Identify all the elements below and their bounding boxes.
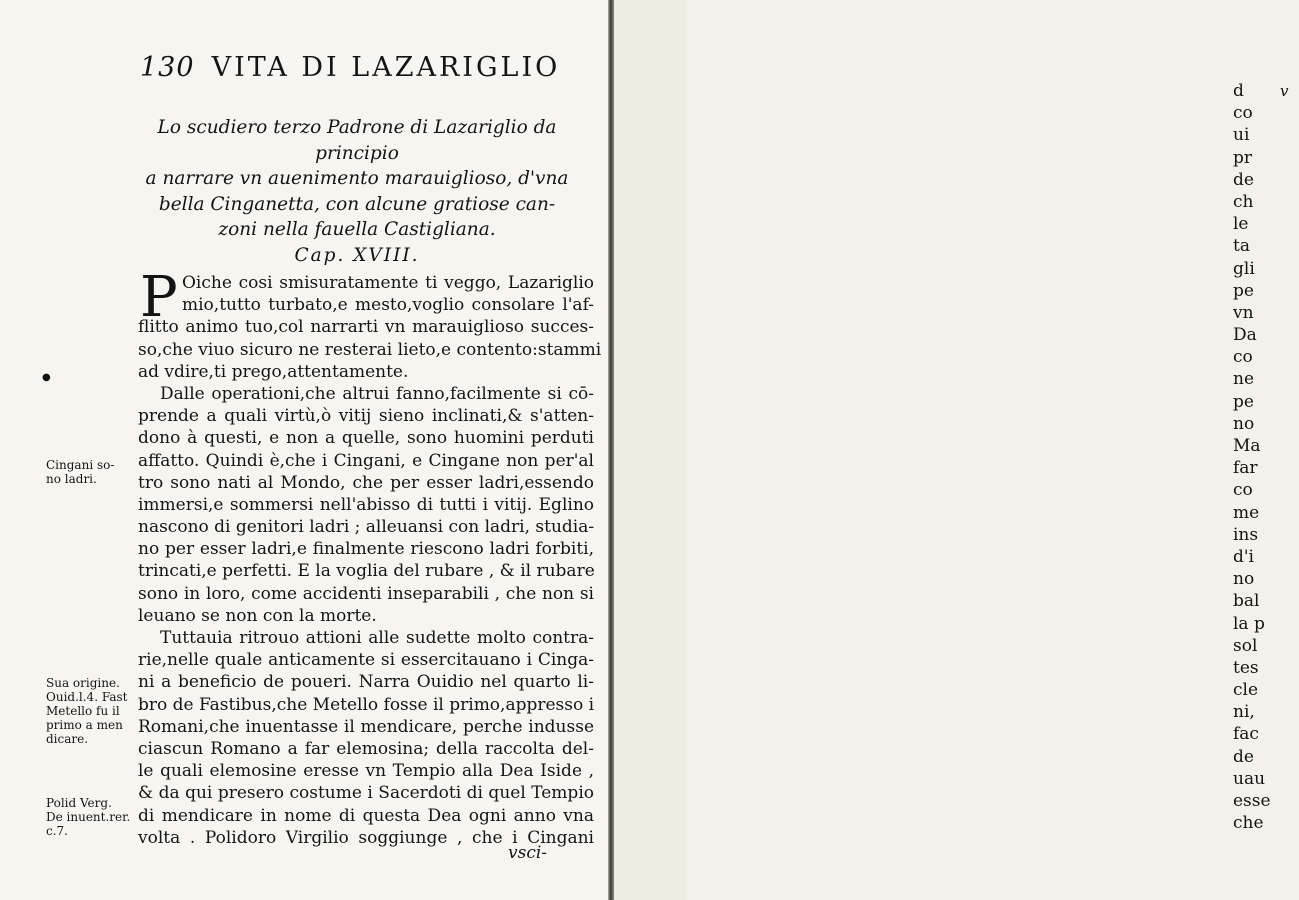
text-line: di mendicare in nome di questa Dea ogni anno vna bbox=[138, 805, 594, 826]
facing-line: no bbox=[1233, 413, 1255, 434]
facing-line: cle bbox=[1233, 680, 1259, 701]
text-line: Oiche cosi smisuratamente ti veggo, Lazariglio bbox=[182, 273, 594, 293]
text-line: sono in loro, come accidenti inseparabili , che non si bbox=[138, 583, 594, 604]
facing-top-fragment: v bbox=[1280, 82, 1289, 100]
margin-note-line: Metello fu il bbox=[46, 704, 120, 718]
text-line: Tuttauia ritrouo attioni alle sudette molto contra- bbox=[160, 628, 594, 648]
margin-note-line: Cingani so- bbox=[46, 458, 115, 472]
facing-line: uau bbox=[1233, 768, 1266, 789]
facing-line: ui bbox=[1233, 125, 1250, 146]
facing-line: gli bbox=[1233, 258, 1255, 279]
facing-line: d'i bbox=[1233, 546, 1254, 567]
facing-page-text bbox=[1233, 80, 1299, 834]
facing-line: pr bbox=[1233, 147, 1253, 168]
text-line: so,che viuo sicuro ne resterai lieto,e contento:stammi bbox=[138, 339, 602, 360]
catchword: vsci- bbox=[508, 843, 548, 863]
facing-line: me bbox=[1233, 502, 1260, 523]
text-line: ciascun Romano a far elemosina; della raccolta del- bbox=[138, 738, 594, 759]
margin-note-line: primo a men bbox=[46, 718, 123, 732]
facing-page bbox=[614, 0, 1289, 900]
text-line: Romani,che inuentasse il mendicare, perche indusse bbox=[138, 716, 594, 737]
facing-line: far bbox=[1233, 458, 1258, 479]
text-line: no per esser ladri,e finalmente riescono ladri forbiti, bbox=[138, 539, 594, 560]
margin-note-line: Sua origine. bbox=[46, 676, 120, 690]
text-line: ad vdire,ti prego,attentamente. bbox=[138, 361, 409, 382]
margin-note-line: Ouid.l.4. Fast bbox=[46, 690, 128, 704]
running-title: VITA DI LAZARIGLIO bbox=[211, 52, 561, 83]
margin-note-line: no ladri. bbox=[46, 472, 97, 486]
text-line: volta . Polidoro Virgilio soggiunge , che i Cingani bbox=[138, 827, 594, 848]
facing-line: le bbox=[1233, 214, 1249, 235]
facing-line: de bbox=[1233, 746, 1254, 767]
text-line: ni a beneficio de poueri. Narra Ouidio nel quarto li- bbox=[138, 672, 594, 693]
text-line: nascono di genitori ladri ; alleuansi con ladri, studia- bbox=[138, 517, 595, 538]
facing-line: bal bbox=[1233, 591, 1260, 612]
facing-line: la p bbox=[1233, 613, 1265, 634]
facing-line: d bbox=[1233, 81, 1244, 101]
margin-note-line: De inuent.rer. bbox=[46, 810, 131, 824]
facing-line: ni, bbox=[1233, 702, 1255, 723]
text-line: rie,nelle quale anticamente si essercitauano i Cinga- bbox=[138, 650, 594, 671]
facing-line: ch bbox=[1233, 191, 1254, 212]
chapter-title-line: zoni nella fauella Castigliana. bbox=[218, 219, 496, 240]
text-line: mio,tutto turbato,e mesto,voglio consolare l'af- bbox=[182, 295, 594, 316]
facing-line: vn bbox=[1233, 302, 1254, 323]
facing-line: che bbox=[1233, 813, 1264, 834]
facing-line: no bbox=[1233, 569, 1255, 590]
body-text bbox=[138, 265, 602, 849]
margin-note-line: Polid Verg. bbox=[46, 796, 112, 810]
page-header bbox=[140, 52, 561, 83]
chapter-title-line: a narrare vn auenimento marauiglioso, d'vna bbox=[145, 168, 569, 189]
text-line: le quali elemosine eresse vn Tempio alla Dea Iside , bbox=[138, 761, 594, 782]
margin-note-line: dicare. bbox=[46, 732, 89, 746]
facing-line: pe bbox=[1233, 280, 1254, 301]
facing-line: sol bbox=[1233, 635, 1258, 656]
text-line: tro sono nati al Mondo, che per esser ladri,essendo bbox=[138, 472, 594, 493]
facing-line: co bbox=[1233, 347, 1253, 368]
text-line: & da qui presero costume i Sacerdoti di quel Tempio bbox=[138, 783, 594, 804]
page-number: 130 bbox=[140, 52, 195, 83]
facing-line: tes bbox=[1233, 657, 1259, 678]
drop-cap: P bbox=[140, 265, 178, 330]
facing-line: ins bbox=[1233, 524, 1259, 545]
chapter-title-line: Lo scudiero terzo Padrone di Lazariglio da principio bbox=[157, 117, 557, 164]
text-line: affatto. Quindi è,che i Cingani, e Cingane non per'al bbox=[138, 450, 594, 471]
facing-line: pe bbox=[1233, 391, 1254, 412]
text-line: trincati,e perfetti. E la voglia del rubare , & il rubare bbox=[138, 561, 595, 582]
book-page bbox=[0, 0, 610, 900]
margin-note-line: c.7. bbox=[46, 824, 68, 838]
facing-line: ne bbox=[1233, 369, 1255, 390]
facing-line: co bbox=[1233, 480, 1253, 501]
margin-note bbox=[46, 796, 136, 838]
facing-line: esse bbox=[1233, 791, 1271, 811]
facing-line: de bbox=[1233, 169, 1254, 190]
text-line: immersi,e sommersi nell'abisso di tutti i vitij. Eglino bbox=[138, 494, 594, 515]
chapter-title-line: bella Cinganetta, con alcune gratiose can- bbox=[158, 193, 556, 215]
text-line: Dalle operationi,che altrui fanno,facilmente si cō- bbox=[160, 383, 594, 404]
text-line: flitto animo tuo,col narrarti vn marauiglioso succes- bbox=[138, 317, 594, 338]
text-line: leuano se non con la morte. bbox=[138, 605, 377, 626]
text-line: dono à questi, e non a quelle, sono huomini perduti bbox=[138, 428, 594, 449]
margin-note bbox=[46, 458, 136, 486]
facing-line: Ma bbox=[1233, 436, 1261, 456]
margin-dot-icon: ● bbox=[42, 372, 51, 383]
chapter-heading bbox=[122, 115, 592, 268]
margin-note bbox=[46, 676, 136, 746]
text-line: prende a quali virtù,ò vitij sieno inclinati,& s'atten- bbox=[138, 406, 594, 427]
chapter-number: Cap. XVIII. bbox=[294, 244, 420, 266]
facing-line: fac bbox=[1233, 724, 1259, 745]
facing-line: co bbox=[1233, 103, 1253, 124]
facing-line: ta bbox=[1233, 236, 1250, 257]
text-line: bro de Fastibus,che Metello fosse il primo,appresso i bbox=[138, 694, 595, 715]
facing-line: Da bbox=[1233, 325, 1257, 346]
